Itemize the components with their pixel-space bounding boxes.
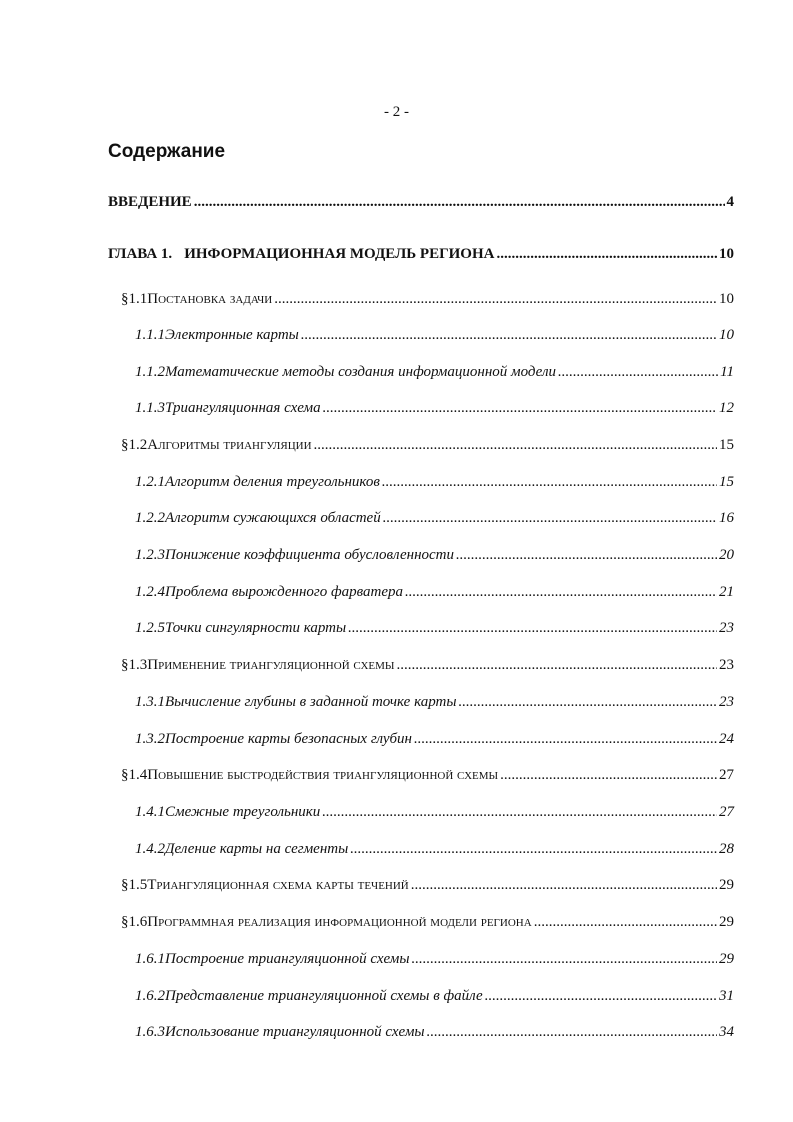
dot-leader: [396, 657, 717, 674]
toc-entry-number: 1.3.1: [135, 694, 165, 710]
toc-entry-page: 10: [719, 327, 734, 343]
dot-leader: [456, 547, 717, 564]
dot-leader: [274, 291, 717, 308]
toc-entry-title: Представление триангуляционной схемы в файле: [165, 988, 483, 1004]
toc-entry-title: Программная реализация информационной модели региона: [147, 914, 532, 930]
toc-entry-title: Точки сингулярности карты: [165, 620, 347, 636]
toc-entry-page: 34: [719, 1024, 734, 1040]
dot-leader: [301, 327, 717, 344]
toc-entry-page: 29: [719, 914, 734, 930]
toc-entry-subsection-1-2-5: [135, 620, 734, 637]
toc-entry-page: 24: [719, 731, 734, 747]
toc-entry-title: Понижение коэффициента обусловленности: [165, 547, 455, 563]
toc-entry-number: 1.2.3: [135, 547, 165, 563]
toc-entry-subsection-1-4-2: [135, 841, 734, 858]
toc-entry-title: Алгоритм деления треугольников: [165, 474, 380, 490]
toc-entry-title: Деление карты на сегменты: [165, 841, 349, 857]
toc-entry-number: §1.6: [121, 914, 148, 930]
page-number: - 2 -: [384, 104, 409, 120]
toc-entry-section-1-5: [121, 877, 734, 894]
toc-title: Содержание: [108, 141, 226, 162]
toc-entry-number: §1.3: [121, 657, 148, 673]
toc-entry-title: Триангуляционная схема карты течений: [147, 877, 409, 893]
toc-entry-title: Математические методы создания информационной модели: [165, 364, 556, 380]
toc-entry-title: Использование триангуляционной схемы: [165, 1024, 425, 1040]
toc-entry-page: 15: [719, 437, 734, 453]
toc-entry-title: Построение карты безопасных глубин: [165, 731, 412, 747]
toc-entry-subsection-1-1-2: [135, 364, 734, 381]
dot-leader: [496, 246, 717, 263]
toc-entry-title: Вычисление глубины в заданной точке карты: [165, 694, 457, 710]
toc-entry-page: 10: [719, 246, 734, 262]
toc-entry-section-1-6: [121, 914, 734, 931]
dot-leader: [194, 194, 725, 211]
toc-entry-number: 1.1.1: [135, 327, 165, 343]
toc-entry-number: 1.6.3: [135, 1024, 165, 1040]
dot-leader: [382, 474, 717, 491]
toc-entry-page: 29: [719, 877, 734, 893]
toc-entry-page: 21: [719, 584, 734, 600]
toc-entry-section-1-2: [121, 437, 734, 454]
toc-entry-subsection-1-6-1: [135, 951, 734, 968]
toc-entry-number: 1.4.1: [135, 804, 165, 820]
toc-entry-page: 23: [719, 694, 734, 710]
toc-entry-section-1-4: [121, 767, 734, 784]
toc-entry-introduction: [108, 194, 734, 211]
toc-entry-subsection-1-2-3: [135, 547, 734, 564]
toc-entry-number: 1.4.2: [135, 841, 165, 857]
toc-entry-title: Триангуляционная схема: [165, 400, 321, 416]
toc-entry-number: 1.1.2: [135, 364, 165, 380]
toc-entry-subsection-1-6-3: [135, 1024, 734, 1041]
toc-entry-title: ВВЕДЕНИЕ: [108, 194, 192, 210]
toc-entry-title: Электронные карты: [165, 327, 299, 343]
toc-entry-subsection-1-2-1: [135, 474, 734, 491]
toc-entry-subsection-1-6-2: [135, 988, 734, 1005]
toc-entry-page: 11: [720, 364, 734, 380]
toc-entry-section-1-3: [121, 657, 734, 674]
toc-entry-number: §1.4: [121, 767, 148, 783]
toc-entry-subsection-1-1-1: [135, 327, 734, 344]
dot-leader: [405, 584, 717, 601]
dot-leader: [459, 694, 717, 711]
toc-entry-section-1-1: [121, 291, 734, 308]
dot-leader: [485, 988, 717, 1005]
toc-entry-title: ИНФОРМАЦИОННАЯ МОДЕЛЬ РЕГИОНА: [184, 246, 495, 262]
dot-leader: [558, 364, 718, 381]
toc-entry-page: 16: [719, 510, 734, 526]
toc-entry-page: 10: [719, 291, 734, 307]
toc-entry-subsection-1-3-2: [135, 731, 734, 748]
toc-entry-page: 23: [719, 657, 734, 673]
toc-entry-title: Проблема вырожденного фарватера: [165, 584, 404, 600]
dot-leader: [322, 804, 717, 821]
toc-entry-page: 20: [719, 547, 734, 563]
toc-entry-page: 4: [726, 194, 734, 210]
toc-entry-title: Применение триангуляционной схемы: [147, 657, 395, 673]
dot-leader: [412, 951, 718, 968]
toc-entry-title: Алгоритмы триангуляции: [147, 437, 312, 453]
toc-entry-number: ГЛАВА 1.: [108, 246, 173, 262]
toc-entry-number: 1.2.5: [135, 620, 165, 636]
toc-entry-title: Построение триангуляционной схемы: [165, 951, 410, 967]
toc-entry-number: 1.2.4: [135, 584, 165, 600]
toc-entry-page: 15: [719, 474, 734, 490]
toc-entry-subsection-1-2-4: [135, 584, 734, 601]
toc-entry-title: Повышение быстродействия триангуляционной схемы: [147, 767, 499, 783]
toc-entry-title: Алгоритм сужающихся областей: [165, 510, 381, 526]
toc-entry-page: 31: [719, 988, 734, 1004]
toc-entry-number: §1.5: [121, 877, 148, 893]
toc-entry-subsection-1-4-1: [135, 804, 734, 821]
dot-leader: [500, 767, 717, 784]
dot-leader: [383, 510, 717, 527]
toc-entry-number: 1.1.3: [135, 400, 165, 416]
dot-leader: [411, 877, 717, 894]
dot-leader: [314, 437, 717, 454]
toc-entry-page: 27: [719, 767, 734, 783]
toc-entry-number: §1.1: [121, 291, 148, 307]
toc-entry-number: §1.2: [121, 437, 148, 453]
dot-leader: [414, 731, 717, 748]
toc-entry-chapter-1: [108, 246, 734, 263]
toc-entry-title: Смежные треугольники: [165, 804, 321, 820]
toc-entry-subsection-1-3-1: [135, 694, 734, 711]
toc-entry-number: 1.6.1: [135, 951, 165, 967]
toc-entry-page: 23: [719, 620, 734, 636]
toc-entry-title: Постановка задачи: [147, 291, 273, 307]
dot-leader: [534, 914, 717, 931]
dot-leader: [348, 620, 717, 637]
toc-entry-number: 1.6.2: [135, 988, 165, 1004]
toc-entry-number: 1.2.1: [135, 474, 165, 490]
dot-leader: [350, 841, 717, 858]
dot-leader: [427, 1024, 717, 1041]
toc-entry-number: 1.3.2: [135, 731, 165, 747]
toc-entry-subsection-1-2-2: [135, 510, 734, 527]
dot-leader: [323, 400, 717, 417]
toc-entry-page: 27: [719, 804, 734, 820]
toc-entry-subsection-1-1-3: [135, 400, 734, 417]
toc-entry-page: 29: [719, 951, 734, 967]
toc-entry-number: 1.2.2: [135, 510, 165, 526]
toc-entry-page: 28: [719, 841, 734, 857]
toc-entry-page: 12: [719, 400, 734, 416]
